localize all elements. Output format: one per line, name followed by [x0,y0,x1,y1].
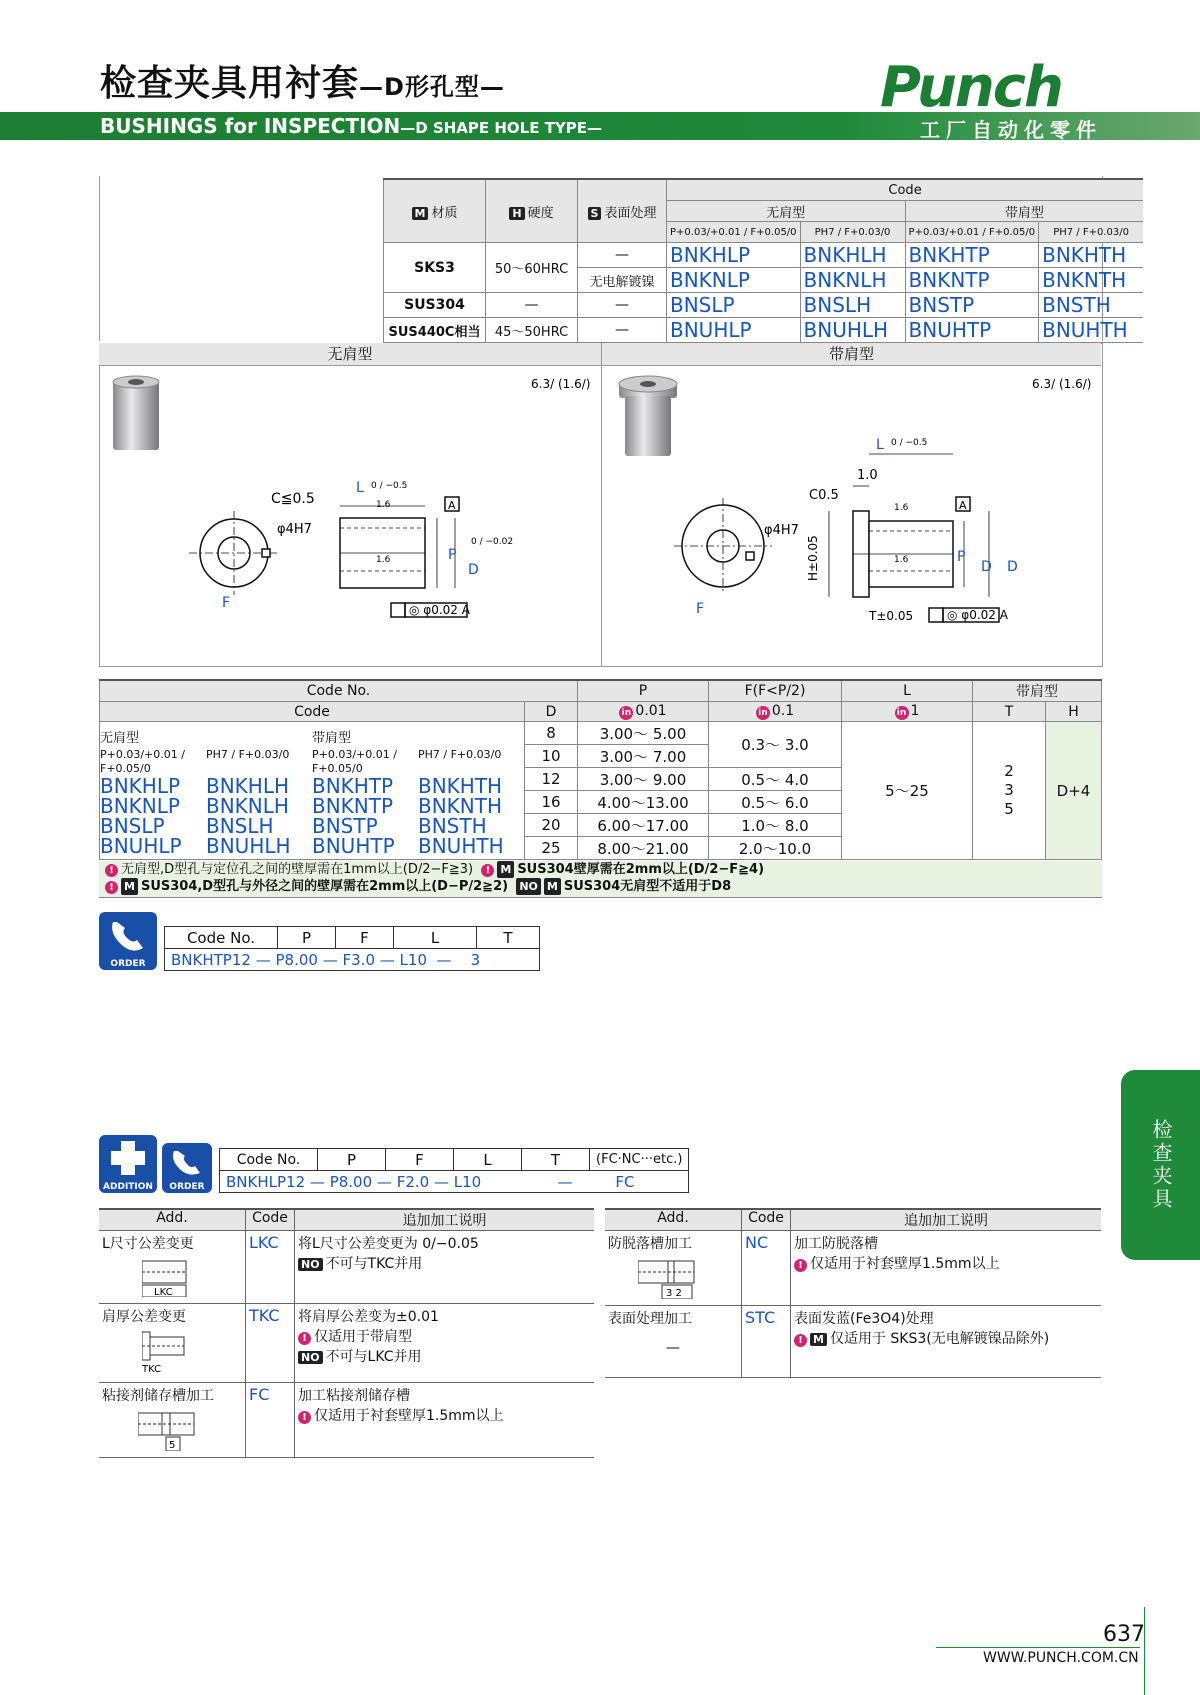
addition-icon: ADDITION [99,1135,157,1193]
nc-figure [638,1253,738,1299]
shoulder-1-label: 1.0 [857,468,878,483]
D-label: D [468,562,479,578]
runout-label-right: ◎ φ0.02 A [947,608,1008,622]
svg-text:3 2: 3 2 [666,1288,682,1299]
F-label-right: F [696,601,705,617]
brand-logo: Punch [880,55,1062,120]
P-label: P [448,547,457,563]
order-icon: ORDER [99,912,157,970]
phi-label-right: φ4H7 [764,523,799,538]
code-list: 无肩型 带肩型 P+0.03/+0.01 / F+0.05/0 PH7 / F+0.03/0 P+0.03/+0.01 / F+0.05/0 PH7 / F+0.03/0 BNKHLP BNKHLH BNKHTP BNKHTH BNKNLP BNKNLH BNKNTP BNKNTH BNSLP BNSLH BNSTP BNSTH BNUHLP BNUHLH BNUHTP BNUHTH [100,722,525,860]
addition-table-left: Add. Code 追加加工说明 L尺寸公差变更 LKC LKC 将L尺寸公差变更为 0/−0.05 NO 不可与TKC并用 肩厚公差变更 TKC TKC 将肩厚公差变为±0.01 ! 仅适用于带肩型 NO 不可与LKC并用 粘接剂储存槽加工 5 FC 加工粘接剂储存槽 ! 仅适用于衬套壁厚1.5mm以上 [99,1208,594,1458]
notes-box: ! 无肩型,D型孔与定位孔之间的壁厚需在1mm以上(D/2−F≧3) ! M SUS304壁厚需在2mm以上(D/2−F≧4) ! M SUS304,D型孔与外径之间的壁厚需在2mm以上(D−P/2≧2) NO M SUS304无肩型不适用于D8 [99,861,1102,898]
datum-A-label: A [448,499,456,512]
fc-figure [138,1405,238,1451]
footer-url[interactable]: WWW.PUNCH.COM.CN [983,1650,1139,1666]
roughness-4: 1.6 [894,555,909,565]
page-number: 637 [1103,1622,1145,1647]
spec-table: M 材质 H 硬度 S 表面处理 Code 无肩型 带肩型 P+0.03/+0.01 / F+0.05/0 PH7 / F+0.03/0 P+0.03/+0.01 / F+0.05/0 PH7 / F+0.03/0 SKS3 50～60HRC — BNKHLP BNKHLH BNKHTP BNKHTH 无电解镀镍 BNKNLP BNKNLH BNKNTP BNKNTH SUS304 — — BNSLP BNSLH BNSTP BNSTH SUS440C相当 45～50HRC — BNUHLP BNUHLH BNUHTP BNUHTH [383,178,1143,343]
svg-text:TKC: TKC [142,1364,162,1375]
bushing-photo-plain [113,376,159,450]
svg-text:LKC: LKC [154,1287,173,1297]
L-label-right: L [876,437,884,453]
addition-order-example-table: Code No. P F L T (FC·NC···etc.) BNKHLP12 — P8.00 — F2.0 — L10 — FC [219,1148,689,1193]
footer-divider-vertical [1144,1607,1145,1695]
front-view-plain [189,511,279,595]
roughness-3: 1.6 [894,503,909,513]
T-label: T±0.05 [869,609,914,623]
size-table: Code No. P F(F<P/2) L 带肩型 Code D in 0.01 in 0.1 in 1 T H 无肩型 带肩型 P+0.03/+0.01 / F+0.05/0 PH7 / F+0.03/0 P+0.03/+0.01 / F+0.05/0 PH7 / F+0.03/0 BNKHLP BNKHLH BNKHTP BNKHTH BNKNLP BNKNLH BNKNTP BNKNTH BNSLP BNSLH BNSTP BNSTH BNUHLP BNUHLH BNUHTP BNUHTH 8 3.00～ 5.00 0.3～ 3.0 5～25 2 3 5 D+4 10 3.00～ 7.00 12 3.00～ 9.00 0.5～ 4.0 16 4.00～13.00 0.5～ 6.0 20 6.00～17.00 1.0～ 8.0 25 8.00～21.00 2.0～10.0 [99,679,1102,860]
roughness-symbol-left: 6.3/ (1.6/) [531,377,591,391]
phi-label: φ4H7 [277,522,312,537]
roughness-2: 1.6 [376,555,391,565]
D-label-right: D [981,559,992,575]
svg-text:5: 5 [169,1440,176,1451]
L-tol: 0 / −0.5 [371,481,408,491]
brand-tagline: 工厂自动化零件 [920,118,1102,142]
runout-label: ◎ φ0.02 A [409,603,470,617]
page-title-en: BUSHINGS for INSPECTION—D SHAPE HOLE TYPE— [100,114,603,138]
roughness-1: 1.6 [376,500,391,510]
H-label: H±0.05 [806,535,820,581]
chamfer-label: C≦0.5 [271,491,315,507]
front-view-shoulder [674,498,772,594]
bushing-photo-shoulder [619,376,677,456]
lkc-figure [142,1253,242,1297]
L-label: L [356,480,364,496]
D-label-right-2: D [1007,559,1018,575]
order-icon: ORDER [162,1143,212,1193]
tkc-figure [142,1326,242,1376]
side-view-shoulder [829,454,999,622]
order-example-table: Code No. P F L T BNKHTP12 — P8.00 — F3.0 — L10 — 3 [164,926,540,971]
C05-label: C0.5 [809,488,839,503]
drawing-title-shoulder: 带肩型 [602,343,1101,366]
footer-divider [936,1647,1140,1648]
P-label-right: P [957,549,966,565]
D-tol: 0 / −0.02 [471,537,514,547]
datum-A-label-right: A [959,499,967,512]
inch-icon: in [756,706,770,720]
page-title: 检查夹具用衬套—D形孔型— [100,63,505,104]
F-label: F [222,595,231,611]
addition-table-right: Add. Code 追加加工说明 防脱落槽加工 3 2 NC 加工防脱落槽 ! 仅适用于衬套壁厚1.5mm以上 表面处理加工 — STC 表面发蓝(Fe3O4)处理 ! M 仅适用于 SKS3(无电解镀镍品除外) [605,1208,1101,1378]
inch-icon: in [619,706,633,720]
roughness-symbol-right: 6.3/ (1.6/) [1032,377,1092,391]
inch-icon: in [895,706,909,720]
L-tol-right: 0 / −0.5 [891,438,928,448]
technical-drawings [99,366,1101,664]
section-side-tab[interactable]: 检查夹具 [1121,1070,1200,1260]
drawing-title-plain: 无肩型 [99,343,602,366]
